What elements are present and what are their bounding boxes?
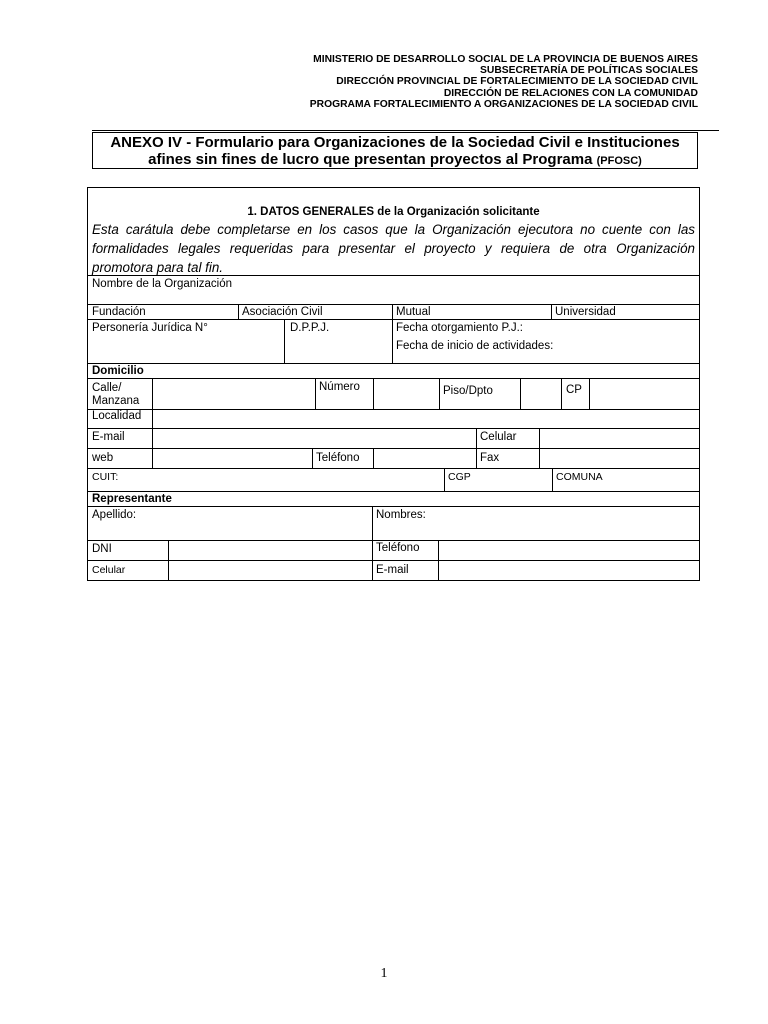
label-comuna: COMUNA [556, 471, 603, 483]
row-divider [88, 363, 699, 364]
title-line-2-text: afines sin fines de lucro que presentan proyectos al Programa [148, 151, 593, 168]
row-divider [88, 448, 699, 449]
row-divider [88, 275, 699, 276]
col-divider [439, 378, 440, 409]
label-mutual: Mutual [396, 306, 431, 318]
col-divider [392, 319, 393, 363]
row-divider [88, 540, 699, 541]
label-cgp: CGP [448, 471, 471, 483]
header-line: DIRECCIÓN DE RELACIONES CON LA COMUNIDAD [443, 87, 698, 99]
col-divider [444, 468, 445, 491]
row-divider [88, 319, 699, 320]
row-divider [88, 378, 699, 379]
col-divider [539, 428, 540, 448]
header-line: DIRECCIÓN PROVINCIAL DE FORTALECIMIENTO DE LA SOCIEDAD CIVIL [336, 76, 698, 88]
label-nombres: Nombres: [376, 509, 426, 521]
col-divider [373, 378, 374, 409]
program-code: (PFOSC) [596, 155, 642, 167]
label-universidad: Universidad [555, 306, 616, 318]
title-line-2 [93, 151, 697, 170]
section-title: 1. DATOS GENERALES de la Organización solicitante [247, 206, 540, 218]
header-line: PROGRAMA FORTALECIMIENTO A ORGANIZACIONES DE LA SOCIEDAD CIVIL [309, 98, 698, 110]
row-divider [88, 409, 699, 410]
document-title [92, 132, 698, 169]
header-line: SUBSECRETARÍA DE POLÍTICAS SOCIALES [480, 65, 698, 77]
col-divider [589, 378, 590, 409]
col-divider [238, 304, 239, 319]
label-piso-dpto: Piso/Dpto [443, 385, 493, 397]
col-divider [539, 448, 540, 468]
header-line: MINISTERIO DE DESARROLLO SOCIAL DE LA PROVINCIA DE BUENOS AIRES [313, 54, 698, 65]
label-representante: Representante [92, 493, 172, 505]
col-divider [284, 319, 285, 363]
row-divider [88, 506, 699, 507]
col-divider [476, 428, 477, 448]
col-divider [552, 468, 553, 491]
row-divider [88, 428, 699, 429]
col-divider [315, 378, 316, 409]
label-calle-manzana: Calle/ Manzana [92, 382, 140, 407]
label-nombre-organizacion: Nombre de la Organización [92, 278, 232, 290]
label-asociacion-civil: Asociación Civil [242, 306, 323, 318]
label-fundacion: Fundación [92, 306, 146, 318]
col-divider [476, 448, 477, 468]
organization-form [87, 187, 700, 581]
ministry-header [310, 54, 698, 110]
title-line-1: ANEXO IV - Formulario para Organizaciones de la Sociedad Civil e Instituciones [110, 134, 680, 151]
label-dppj: D.P.P.J. [290, 322, 330, 334]
label-celular: Celular [480, 431, 517, 443]
col-divider [520, 378, 521, 409]
label-fax: Fax [480, 452, 500, 464]
col-divider [392, 304, 393, 319]
label-numero: Número [319, 381, 360, 393]
row-divider [88, 491, 699, 492]
col-divider [152, 428, 153, 448]
label-email: E-mail [92, 431, 125, 443]
col-divider [152, 409, 153, 428]
col-divider [373, 448, 374, 468]
col-divider [372, 540, 373, 580]
label-fecha-otorgamiento: Fecha otorgamiento P.J.: [396, 322, 523, 334]
label-dni: DNI [92, 543, 112, 555]
label-domicilio: Domicilio [92, 365, 144, 377]
col-divider [312, 448, 313, 468]
label-telefono: Teléfono [316, 452, 360, 464]
row-divider [88, 468, 699, 469]
label-personeria-juridica: Personería Jurídica N° [92, 322, 208, 334]
col-divider [561, 378, 562, 409]
label-rep-celular: Celular [92, 564, 126, 576]
col-divider [168, 540, 169, 580]
label-fecha-inicio: Fecha de inicio de actividades: [396, 340, 554, 352]
intro-text: Esta carátula debe completarse en los casos que la Organización ejecutora no cuente con las formalidades legales requeridas para presentar el proyecto y requiera de otra Organización promotora para tal fin. [92, 222, 695, 275]
label-web: web [92, 452, 114, 464]
page-number: 1 [380, 966, 388, 981]
row-divider [88, 560, 699, 561]
header-divider [92, 130, 719, 131]
col-divider [152, 448, 153, 468]
col-divider [551, 304, 552, 319]
col-divider [372, 506, 373, 540]
col-divider [438, 540, 439, 580]
label-rep-email: E-mail [376, 564, 409, 576]
row-divider [88, 304, 699, 305]
label-rep-telefono: Teléfono [376, 542, 420, 554]
col-divider [152, 378, 153, 409]
label-cp: CP [566, 384, 582, 396]
label-apellido: Apellido: [92, 509, 137, 521]
label-cuit: CUIT: [92, 471, 119, 483]
label-localidad: Localidad [92, 410, 142, 422]
